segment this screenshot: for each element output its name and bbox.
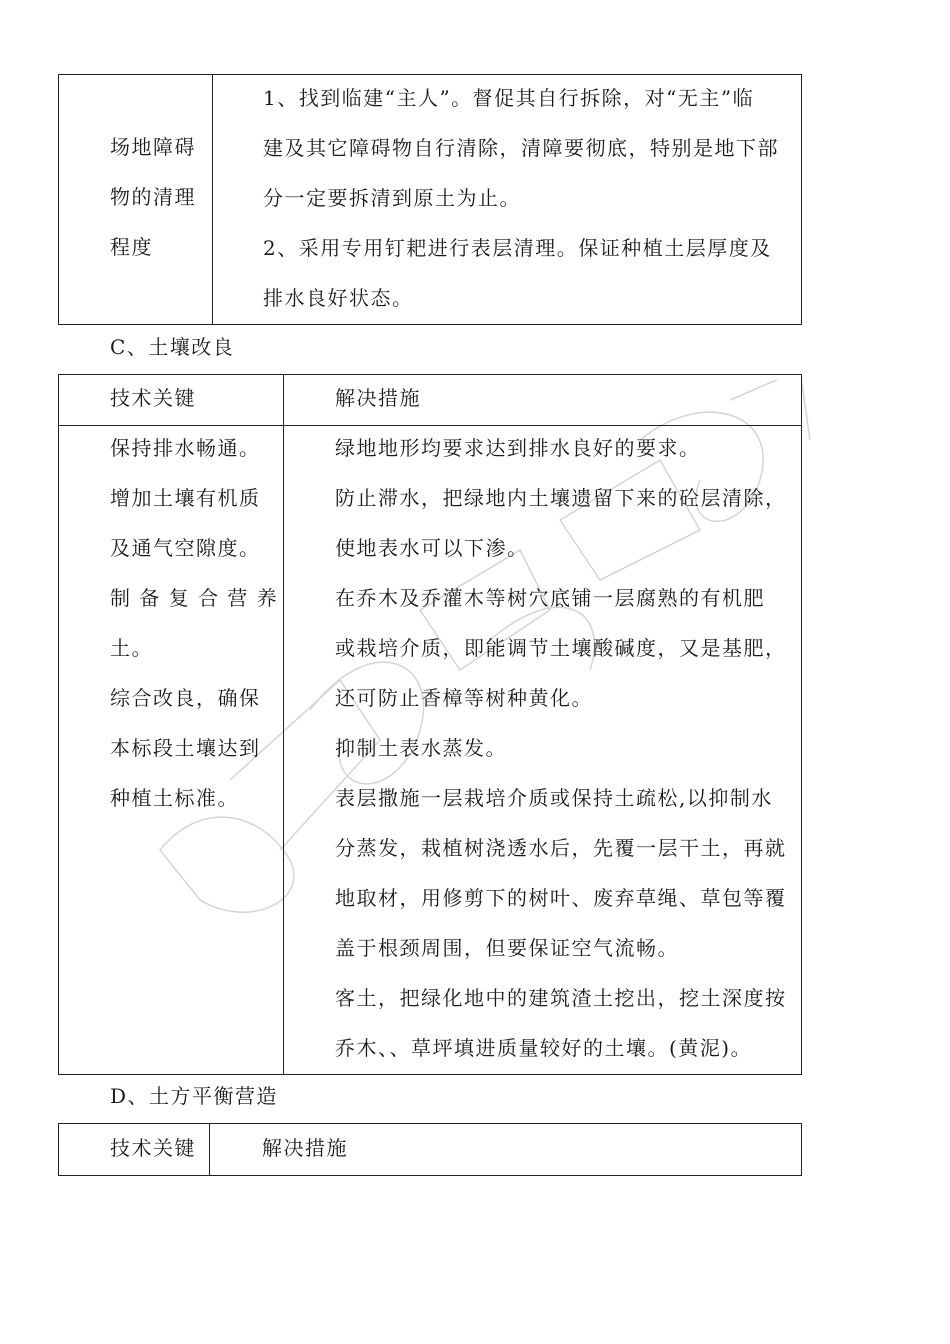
header-measure: 解决措施 <box>262 1136 348 1160</box>
key-line: 制 备 复 合 营 养 <box>110 586 279 610</box>
header-key: 技术关键 <box>110 1136 196 1160</box>
row-label-line: 场地障碍 <box>110 135 196 159</box>
content-line: 2、采用专用钉耙进行表层清理。保证种植土层厚度及 <box>263 236 772 260</box>
measure-line: 盖于根颈周围，但要保证空气流畅。 <box>335 936 679 960</box>
measure-line: 抑制土表水蒸发。 <box>335 736 507 760</box>
measure-line: 使地表水可以下渗。 <box>335 536 529 560</box>
key-line: 保持排水畅通。 <box>110 436 261 460</box>
section-heading-soil-improvement: C、土壤改良 <box>110 335 235 359</box>
measure-line: 地取材，用修剪下的树叶、废弃草绳、草包等覆 <box>335 886 787 910</box>
section-heading-earthwork-balance: D、土方平衡营造 <box>110 1084 279 1108</box>
measure-line: 分蒸发，栽植树浇透水后，先覆一层干土，再就 <box>335 836 787 860</box>
key-line: 土。 <box>110 636 153 660</box>
key-line: 种植土标准。 <box>110 786 239 810</box>
key-line: 本标段土壤达到 <box>110 736 261 760</box>
table-earthwork-balance <box>58 1123 802 1176</box>
content-line: 分一定要拆清到原土为止。 <box>263 186 521 210</box>
measure-line: 绿地地形均要求达到排水良好的要求。 <box>335 436 701 460</box>
header-key: 技术关键 <box>110 386 196 410</box>
measure-line: 在乔木及乔灌木等树穴底铺一层腐熟的有机肥 <box>335 586 765 610</box>
table-obstacle-clearing <box>58 74 802 325</box>
measure-line: 表层撒施一层栽培介质或保持土疏松,以抑制水 <box>335 786 773 810</box>
header-measure: 解决措施 <box>335 386 421 410</box>
key-line: 及通气空隙度。 <box>110 536 261 560</box>
measure-line: 还可防止香樟等树种黄化。 <box>335 686 593 710</box>
key-line: 增加土壤有机质 <box>110 486 261 510</box>
measure-line: 乔木、、草坪填进质量较好的土壤。(黄泥)。 <box>335 1036 753 1060</box>
measure-line: 或栽培介质，即能调节土壤酸碱度，又是基肥， <box>335 636 787 660</box>
content-line: 1、找到临建“主人”。督促其自行拆除，对“无主”临 <box>263 86 755 110</box>
measure-line: 防止滞水，把绿地内土壤遗留下来的砼层清除， <box>335 486 787 510</box>
measure-line: 客土，把绿化地中的建筑渣土挖出，挖土深度按 <box>335 986 787 1010</box>
row-label-line: 程度 <box>110 235 153 259</box>
content-line: 排水良好状态。 <box>263 286 414 310</box>
content-line: 建及其它障碍物自行清除，清障要彻底，特别是地下部 <box>263 136 779 160</box>
row-label-line: 物的清理 <box>110 185 196 209</box>
table-soil-improvement <box>58 374 802 1075</box>
key-line: 综合改良，确保 <box>110 686 261 710</box>
